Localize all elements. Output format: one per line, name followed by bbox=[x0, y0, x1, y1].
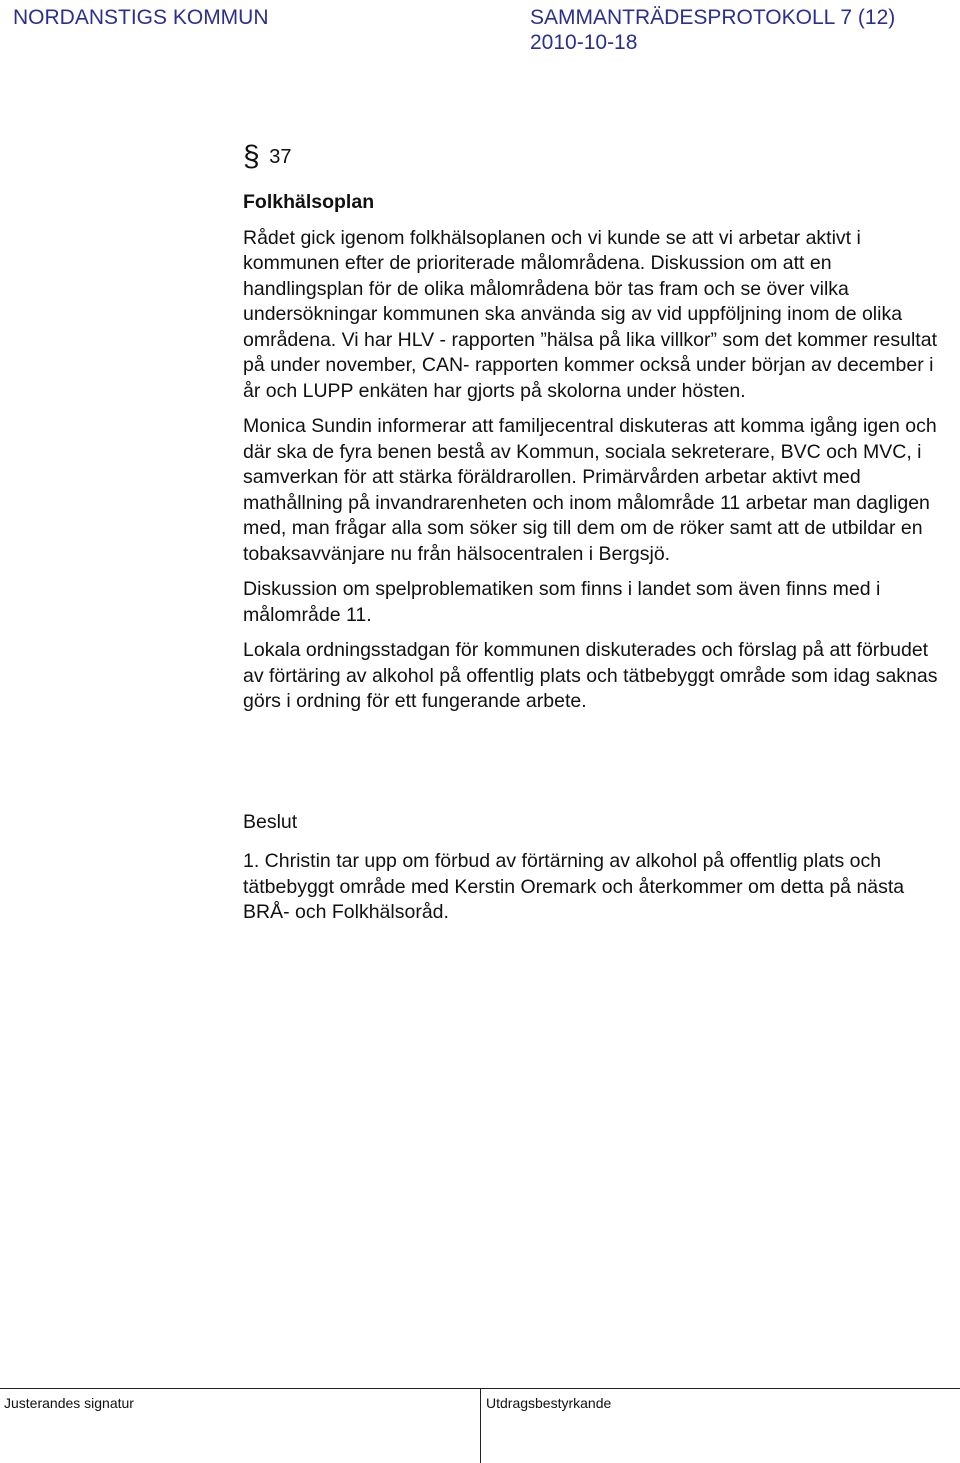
organization-name: NORDANSTIGS KOMMUN bbox=[13, 6, 269, 29]
protocol-label: SAMMANTRÄDESPROTOKOLL bbox=[530, 6, 835, 29]
decision-item-1: 1. Christin tar upp om förbud av förtärning av alkohol på offentlig plats och tätbebyggt område med Kerstin Oremark och återkommer om detta på nästa BRÅ- och Folkhälsoråd. bbox=[243, 850, 905, 923]
signature-label: Justerandes signatur bbox=[4, 1395, 134, 1411]
certification-label: Utdragsbestyrkande bbox=[486, 1395, 612, 1411]
footer-divider bbox=[480, 1388, 481, 1463]
paragraph-3: Diskussion om spelproblematiken som finns i landet som även finns med i målområde 11. bbox=[243, 578, 881, 626]
decision-title: Beslut bbox=[243, 810, 298, 833]
section-number bbox=[243, 140, 292, 174]
protocol-title bbox=[530, 6, 895, 30]
document-body bbox=[243, 190, 948, 936]
paragraph-4: Lokala ordningsstadgan för kommunen diskuterades och förslag på att förbudet av förtäring av alkohol på offentlig plats och tätbebyggt område som idag saknas görs i ordning för ett fungerande arbete. bbox=[243, 639, 938, 712]
section-heading: Folkhälsoplan bbox=[243, 191, 375, 213]
paragraph-1: Rådet gick igenom folkhälsoplanen och vi kunde se att vi arbetar aktivt i kommunen efter de prioriterade målområdena. Diskussion om att en handlingsplan för de olika målområdena bör tas fram och se över vilka undersökningar kommunen ska använda sig av vid uppföljning inom de olika områdena. Vi har HLV - rapporten ”hälsa på lika villkor” som det kommer resultat på under november, CAN- rapporten kommer också under början av december i år och LUPP enkäten har gjorts på skolorna under hösten. bbox=[243, 226, 937, 402]
page-number: 7 (12) bbox=[840, 6, 896, 29]
section-number-value: 37 bbox=[269, 146, 292, 168]
section-symbol: § bbox=[243, 140, 260, 173]
page-footer bbox=[0, 1388, 960, 1463]
protocol-date: 2010-10-18 bbox=[530, 31, 638, 54]
paragraph-2: Monica Sundin informerar att familjecentral diskuteras att komma igång igen och där ska de fyra benen bestå av Kommun, sociala sekreterare, BVC och MVC, i samverkan för att stärka föräldrarollen. Primärvården arbetar aktivt med mathållning på invandrarenheten och inom målområde 11 arbetar man dagligen med, man frågar alla som söker sig till dem om de röker samt att de utbildar en tobaksavvänjare nu från hälsocentralen i Bergsjö. bbox=[243, 415, 937, 565]
